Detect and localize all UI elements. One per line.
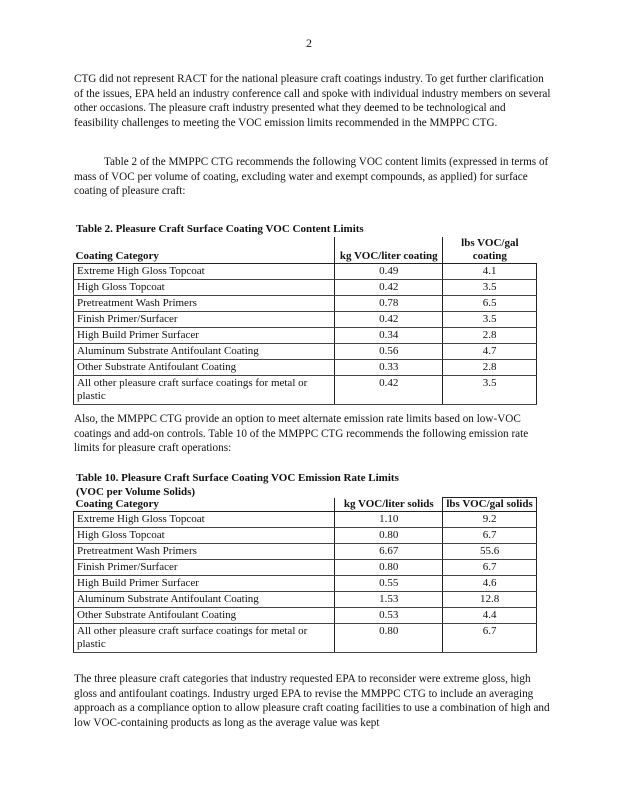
- table-row: [74, 576, 537, 592]
- table2-header-lbs: lbs VOC/gal coating: [443, 237, 537, 264]
- table10-title: [76, 471, 399, 499]
- closing-paragraph: The three pleasure craft categories that industry requested EPA to reconsider were extreme gloss, high gloss and antifoulant coatings. Industry urged EPA to revise the MMPPC CTG to include an averaging approach as a compliance option to allow pleasure craft coating facilities to use a combination of high and low VOC-containing products as long as the average value was kept: [74, 673, 550, 729]
- table10-cell-lbs: 12.8: [443, 592, 537, 608]
- table2-cell-kg: 0.42: [335, 280, 443, 296]
- table-row: [74, 624, 537, 653]
- table2-cell-category: All other pleasure craft surface coatings for metal or plastic: [74, 376, 335, 405]
- table10-cell-category: Finish Primer/Surfacer: [74, 560, 335, 576]
- table2-cell-lbs: 3.5: [443, 312, 537, 328]
- table2-cell-category: High Gloss Topcoat: [74, 280, 335, 296]
- table2-intro-paragraph: Table 2 of the MMPPC CTG recommends the following VOC content limits (expressed in terms of mass of VOC per volume of coating, excluding water and exempt compounds, as applied) for surface coating of pleasure craft:: [74, 156, 549, 197]
- table2-cell-kg: 0.42: [335, 376, 443, 405]
- table2-voc-content-limits: [73, 237, 537, 405]
- table10-cell-kg: 1.10: [335, 512, 443, 528]
- table10-cell-kg: 0.80: [335, 560, 443, 576]
- table2-cell-kg: 0.78: [335, 296, 443, 312]
- table2-cell-category: Extreme High Gloss Topcoat: [74, 264, 335, 280]
- table-row: [74, 280, 537, 296]
- table2-cell-category: Finish Primer/Surfacer: [74, 312, 335, 328]
- table2-cell-kg: 0.49: [335, 264, 443, 280]
- table10-header-lbs: lbs VOC/gal solids: [443, 498, 537, 512]
- table-row: [74, 376, 537, 405]
- table10-cell-category: High Gloss Topcoat: [74, 528, 335, 544]
- page-number: 2: [306, 36, 312, 50]
- table-row: [74, 360, 537, 376]
- table-row: [74, 328, 537, 344]
- table2-title: Table 2. Pleasure Craft Surface Coating VOC Content Limits: [76, 223, 364, 235]
- table-row: [74, 592, 537, 608]
- table2-cell-category: High Build Primer Surfacer: [74, 328, 335, 344]
- table-row: [74, 544, 537, 560]
- table2-cell-lbs: 4.7: [443, 344, 537, 360]
- table10-cell-kg: 0.80: [335, 624, 443, 653]
- table10-cell-lbs: 6.7: [443, 624, 537, 653]
- table2-cell-lbs: 4.1: [443, 264, 537, 280]
- table2-cell-category: Other Substrate Antifoulant Coating: [74, 360, 335, 376]
- table2-cell-lbs: 3.5: [443, 376, 537, 405]
- table10-intro-paragraph: Also, the MMPPC CTG provide an option to meet alternate emission rate limits based on low-VOC coatings and add-on controls. Table 10 of the MMPPC CTG recommends the following emission rate limits for pleasure craft operations:: [74, 413, 529, 454]
- table2-cell-kg: 0.56: [335, 344, 443, 360]
- table10-cell-category: High Build Primer Surfacer: [74, 576, 335, 592]
- table10-cell-kg: 1.53: [335, 592, 443, 608]
- table2-cell-lbs: 6.5: [443, 296, 537, 312]
- table2-cell-kg: 0.33: [335, 360, 443, 376]
- table10-cell-category: Extreme High Gloss Topcoat: [74, 512, 335, 528]
- table10-voc-emission-rate-limits: [73, 497, 537, 653]
- table10-header-kg: kg VOC/liter solids: [335, 498, 443, 512]
- table10-cell-lbs: 9.2: [443, 512, 537, 528]
- table-row: [74, 344, 537, 360]
- intro-paragraph: CTG did not represent RACT for the national pleasure craft coatings industry. To get further clarification of the issues, EPA held an industry conference call and spoke with individual industry members on several other occasions. The pleasure craft industry presented what they deemed to be technological and feasibility challenges to meeting the VOC emission limits recommended in the MMPPC CTG.: [74, 73, 551, 129]
- table10-cell-category: All other pleasure craft surface coatings for metal or plastic: [74, 624, 335, 653]
- table2-header-kg: kg VOC/liter coating: [335, 237, 443, 264]
- table2-header-category: Coating Category: [74, 237, 335, 264]
- table-row: [74, 296, 537, 312]
- table2-cell-lbs: 2.8: [443, 360, 537, 376]
- table-row: [74, 560, 537, 576]
- table10-cell-lbs: 55.6: [443, 544, 537, 560]
- table10-cell-category: Pretreatment Wash Primers: [74, 544, 335, 560]
- table2-cell-kg: 0.42: [335, 312, 443, 328]
- table10-header-category: Coating Category: [74, 498, 335, 512]
- table-row: [74, 312, 537, 328]
- table10-cell-kg: 0.80: [335, 528, 443, 544]
- table10-cell-category: Other Substrate Antifoulant Coating: [74, 608, 335, 624]
- table2-cell-category: Aluminum Substrate Antifoulant Coating: [74, 344, 335, 360]
- table-row: [74, 264, 537, 280]
- table10-title-line1: Table 10. Pleasure Craft Surface Coating VOC Emission Rate Limits: [76, 472, 399, 484]
- table10-cell-kg: 0.55: [335, 576, 443, 592]
- table10-cell-lbs: 6.7: [443, 528, 537, 544]
- table10-cell-lbs: 6.7: [443, 560, 537, 576]
- table-row: [74, 608, 537, 624]
- table10-title-line2: (VOC per Volume Solids): [76, 486, 196, 498]
- table10-cell-category: Aluminum Substrate Antifoulant Coating: [74, 592, 335, 608]
- table10-cell-lbs: 4.6: [443, 576, 537, 592]
- table-row: [74, 512, 537, 528]
- table10-cell-kg: 6.67: [335, 544, 443, 560]
- table-row: [74, 528, 537, 544]
- table2-cell-lbs: 2.8: [443, 328, 537, 344]
- table2-cell-category: Pretreatment Wash Primers: [74, 296, 335, 312]
- table10-cell-lbs: 4.4: [443, 608, 537, 624]
- table2-cell-kg: 0.34: [335, 328, 443, 344]
- table2-cell-lbs: 3.5: [443, 280, 537, 296]
- table10-cell-kg: 0.53: [335, 608, 443, 624]
